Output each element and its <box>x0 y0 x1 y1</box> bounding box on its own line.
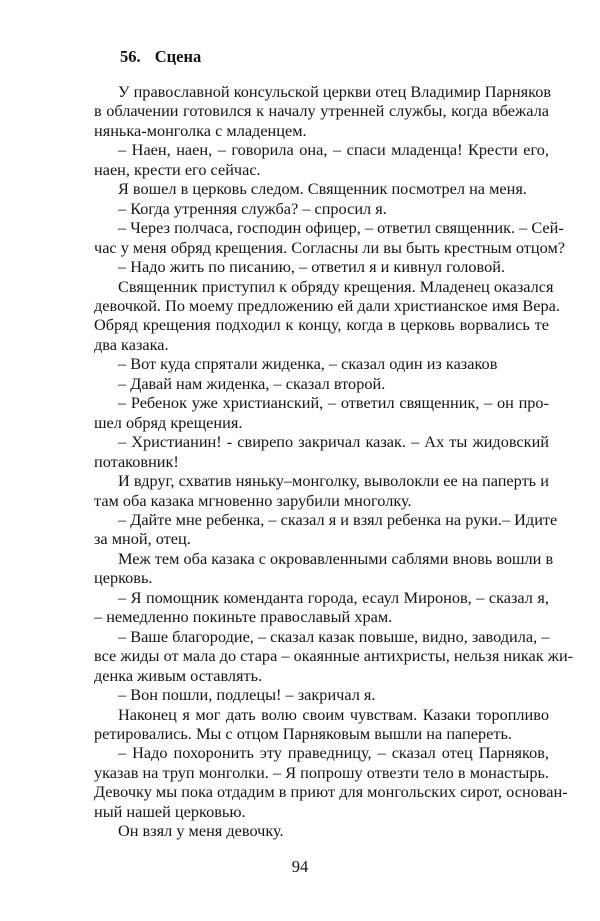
paragraph <box>94 471 549 510</box>
page-number: 94 <box>291 857 309 876</box>
text-line: ретировались. Мы с отцом Парняковым вышли на папереть. <box>94 723 512 743</box>
text-line: – Надо похоронить эту праведницу, – сказал отец Парняков, <box>118 743 549 763</box>
text-line: – Давай нам жиденка, – сказал второй. <box>118 373 386 393</box>
section-title: Сцена <box>154 47 202 66</box>
section-number: 56. <box>120 47 141 66</box>
text-line: – Ваше благородие, – сказал казак повыше, видно, заводила, – <box>118 626 550 646</box>
text-line: за мной, отец. <box>94 529 191 549</box>
paragraph <box>94 140 549 179</box>
paragraph <box>94 257 549 276</box>
text-line: Меж тем оба казака с окровавленными саблями вновь вошли в <box>118 548 554 568</box>
text-line: денка живым оставлять. <box>94 665 263 685</box>
text-line: указав на труп монголки. – Я попрошу отвезти тело в монастырь. <box>94 762 549 782</box>
paragraph <box>94 276 560 355</box>
text-line: все жиды от мала до стара – окаянные антихристы, нельзя никак жи- <box>94 646 574 666</box>
text-line: – Когда утренняя служба? – спросил я. <box>118 198 387 218</box>
text-line: Я вошел в церковь следом. Священник посмотрел на меня. <box>118 179 527 199</box>
text-line: Обряд крещения подходил к концу, когда в церковь ворвались те <box>94 315 549 335</box>
text-line: – Дайте мне ребенка, – сказал я и взял ребенка на руки.– Идите <box>118 509 558 529</box>
paragraph <box>94 199 549 218</box>
text-line: – Вот куда спрятали жиденка, – сказал один из казаков <box>118 354 498 374</box>
text-line: – Наен, наен, – говорила она, – спаси младенца! Крести его, <box>118 140 549 160</box>
text-line: ный нашей церковью. <box>94 801 246 821</box>
paragraph <box>94 393 549 432</box>
section-heading <box>120 47 201 67</box>
text-line: – Надо жить по писанию, – ответил я и кивнул головой. <box>118 257 506 277</box>
text-line: Девочку мы пока отдадим в приют для монгольских сирот, основан- <box>94 782 568 802</box>
text-line: девочкой. По моему предложению ей дали христианское имя Вера. <box>94 295 560 315</box>
text-line: Наконец я мог дать волю своим чувствам. Казаки торопливо <box>118 704 549 724</box>
text-line: Он взял у меня девочку. <box>118 821 284 841</box>
text-line: час у меня обряд крещения. Согласны ли вы быть крестным отцом? <box>94 237 565 257</box>
text-line: там оба казака мгновенно зарубили многолку. <box>94 490 412 510</box>
paragraph <box>94 705 549 744</box>
text-line: У православной консульской церкви отец Владимир Парняков <box>118 82 552 101</box>
body-text <box>94 82 574 841</box>
paragraph <box>94 179 549 198</box>
paragraph <box>94 218 565 257</box>
paragraph <box>94 432 549 471</box>
paragraph <box>94 374 549 393</box>
paragraph <box>94 548 554 588</box>
text-line: – немедленно покиньте православый храм. <box>94 607 393 627</box>
text-line: два казака. <box>94 334 169 354</box>
paragraph <box>94 821 549 840</box>
paragraph <box>94 588 549 627</box>
text-line: – Ребенок уже христианский, – ответил священник, – он про- <box>118 393 549 413</box>
text-line: шел обряд крещения. <box>94 412 243 432</box>
text-line: нянька-монголка с младенцем. <box>94 120 307 140</box>
paragraph <box>94 509 558 549</box>
text-line: – Я помощник коменданта города, есаул Миронов, – сказал я, <box>118 587 549 607</box>
paragraph <box>94 685 549 704</box>
text-line: – Через полчаса, господин офицер, – ответил священник. – Сей- <box>118 218 564 238</box>
text-line: И вдруг, схватив няньку–монголку, выволокли ее на паперть и <box>118 471 549 491</box>
text-line: наен, крести его сейчас. <box>94 159 261 179</box>
text-line: – Христианин! - свирепо закричал казак. – Ах ты жидовский <box>118 432 549 452</box>
paragraph <box>94 354 549 373</box>
text-line: церковь. <box>94 568 153 588</box>
text-line: потаковник! <box>94 451 179 471</box>
paragraph <box>94 626 574 685</box>
paragraph <box>94 82 552 140</box>
text-line: – Вон пошли, подлецы! – закричал я. <box>118 685 376 705</box>
text-line: Священник приступил к обряду крещения. Младенец оказался <box>118 276 554 296</box>
paragraph <box>94 743 568 821</box>
text-line: в облачении готовился к началу утренней службы, когда вбежала <box>94 101 549 121</box>
